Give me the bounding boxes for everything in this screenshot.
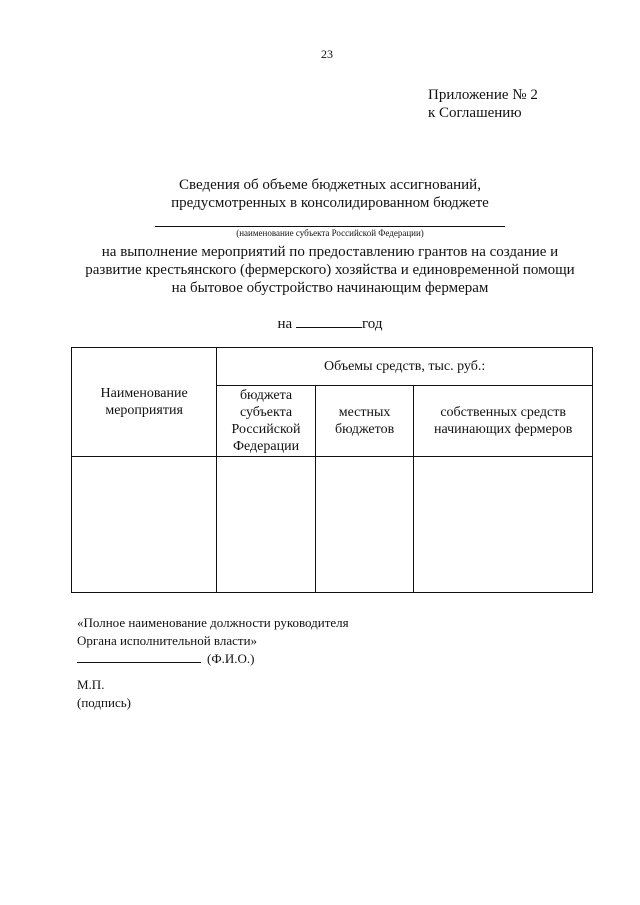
header-funding-volumes: Объемы средств, тыс. руб.: — [217, 348, 593, 386]
appendix-agreement: к Соглашению — [428, 105, 522, 121]
stamp-block — [77, 676, 131, 712]
appendix-number: Приложение № 2 — [428, 87, 538, 103]
name-blank — [77, 650, 201, 663]
period-suffix: год — [361, 316, 383, 332]
period-line — [0, 314, 640, 333]
signatory-title-line-1: «Полное наименование должности руководителя — [77, 615, 349, 630]
table-cell-regional — [217, 457, 316, 593]
table-cell-local — [315, 457, 413, 593]
signature-label: (подпись) — [77, 695, 131, 710]
table-cell-own — [414, 457, 593, 593]
table-cell-activity — [72, 457, 217, 593]
subject-name-caption: (наименование субъекта Российской Федерации) — [236, 228, 424, 238]
signature-block — [77, 614, 349, 668]
header-activity-name: Наименование мероприятия — [72, 348, 217, 457]
header-local-budgets: местных бюджетов — [315, 386, 413, 457]
title-line-1: Сведения об объеме бюджетных ассигнований, — [179, 177, 481, 193]
seal-placeholder: М.П. — [77, 677, 105, 692]
funding-table — [71, 347, 593, 593]
table-header-row — [72, 348, 593, 386]
page-number: 23 — [321, 47, 333, 61]
purpose-line-3: на бытовое обустройство начинающим фермерам — [171, 280, 489, 296]
title-line-2: предусмотренных в консолидированном бюджете — [171, 195, 489, 211]
year-blank — [296, 314, 362, 328]
signatory-name-line — [77, 650, 349, 668]
document-title — [0, 176, 640, 212]
document-purpose — [0, 243, 640, 297]
purpose-line-2: развитие крестьянского (фермерского) хозяйства и единовременной помощи — [85, 262, 575, 278]
header-farmers-own-funds: собственных средств начинающих фермеров — [414, 386, 593, 457]
table-row — [72, 457, 593, 593]
appendix-reference — [428, 86, 538, 122]
header-regional-budget: бюджета субъекта Российской Федерации — [217, 386, 316, 457]
subject-name-blank-line — [155, 226, 505, 227]
name-label: (Ф.И.О.) — [207, 651, 255, 666]
purpose-line-1: на выполнение мероприятий по предоставлению грантов на создание и — [101, 244, 559, 260]
signatory-title-line-2: Органа исполнительной власти» — [77, 633, 258, 648]
period-prefix: на — [277, 316, 293, 332]
